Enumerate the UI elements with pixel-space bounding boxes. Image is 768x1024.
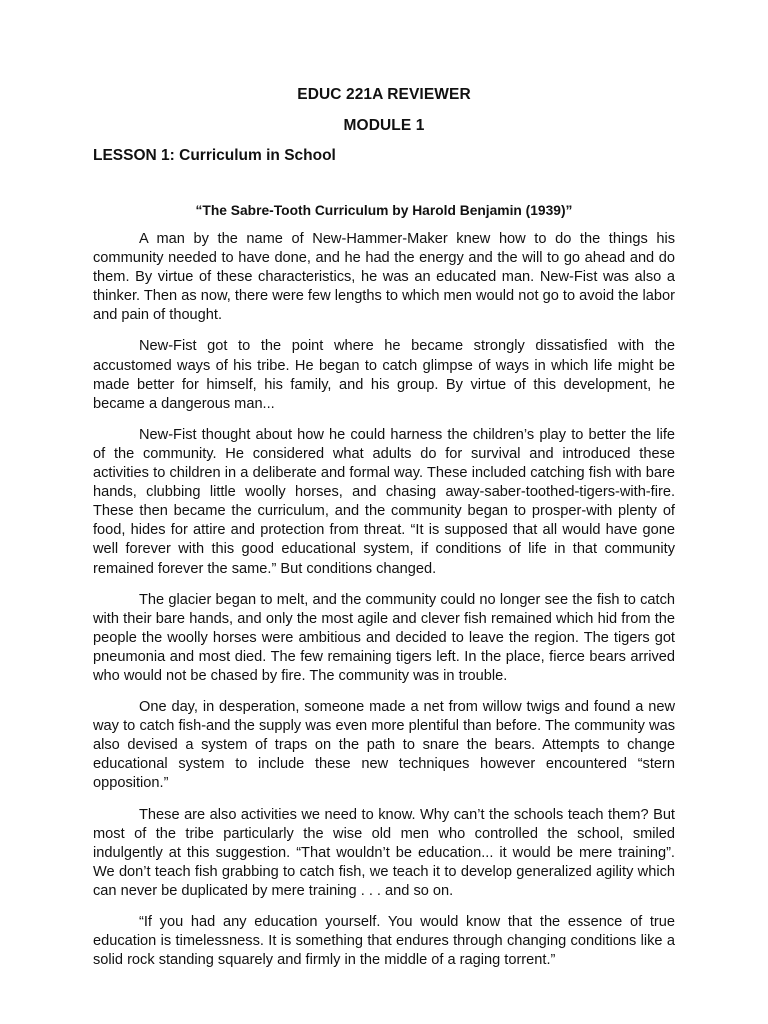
- document-body: [93, 230, 675, 982]
- paragraph: These are also activities we need to know. Why can’t the schools teach them? But most of the tribe particularly the wise old men who controlled the school, smiled indulgently at this suggestion. “That wouldn’t be education... it would be mere training”. We don’t teach fish grabbing to catch fish, we teach it to develop generalized agility which can never be duplicated by mere training . . . and so on.: [93, 806, 675, 899]
- article-title: “The Sabre-Tooth Curriculum by Harold Benjamin (1939)”: [195, 203, 573, 218]
- lesson-heading: LESSON 1: Curriculum in School: [93, 147, 336, 164]
- paragraph: A man by the name of New-Hammer-Maker knew how to do the things his community needed to have done, and he had the energy and the will to go ahead and do them. By virtue of these characteristics, he was an educated man. New-Fist was also a thinker. Then as now, there were few lengths to which men would not go to avoid the labor and pain of thought.: [93, 231, 675, 324]
- paragraph: One day, in desperation, someone made a net from willow twigs and found a new way to catch fish-and the supply was even more plentiful than before. The community was also devised a system of traps on the path to snare the bears. Attempts to change educational system to include these new techniques however encountered “stern opposition.”: [93, 699, 675, 792]
- paragraph: New-Fist thought about how he could harness the children’s play to better the life of the community. He considered what adults do for survival and introduced these activities to children in a deliberate and formal way. These included catching fish with bare hands, clubbing little woolly horses, and chasing away-saber-toothed-tigers-with-fire. These then became the curriculum, and the community began to prosper-with plenty of food, hides for attire and protection from threat. “It is supposed that all would have gone well forever with this good educational system, if conditions of life in that community remained forever the same.” But conditions changed.: [93, 426, 675, 577]
- paragraph: “If you had any education yourself. You would know that the essence of true education is timelessness. It is something that endures through changing conditions like a solid rock standing squarely and firmly in the middle of a raging torrent.”: [93, 914, 675, 969]
- paragraph: New-Fist got to the point where he became strongly dissatisfied with the accustomed ways of his tribe. He began to catch glimpse of ways in which life might be made better for himself, his family, and his group. By virtue of this development, he became a dangerous man...: [93, 338, 675, 412]
- paragraph: The glacier began to melt, and the community could no longer see the fish to catch with their bare hands, and only the most agile and clever fish remained which hid from the people the woolly horses were ambitious and decided to leave the region. The tigers got pneumonia and most died. The few remaining tigers left. In the place, fierce bears arrived who would not be chased by fire. The community was in trouble.: [93, 591, 675, 684]
- module-heading: MODULE 1: [343, 117, 425, 134]
- document-title: EDUC 221A REVIEWER: [297, 86, 471, 103]
